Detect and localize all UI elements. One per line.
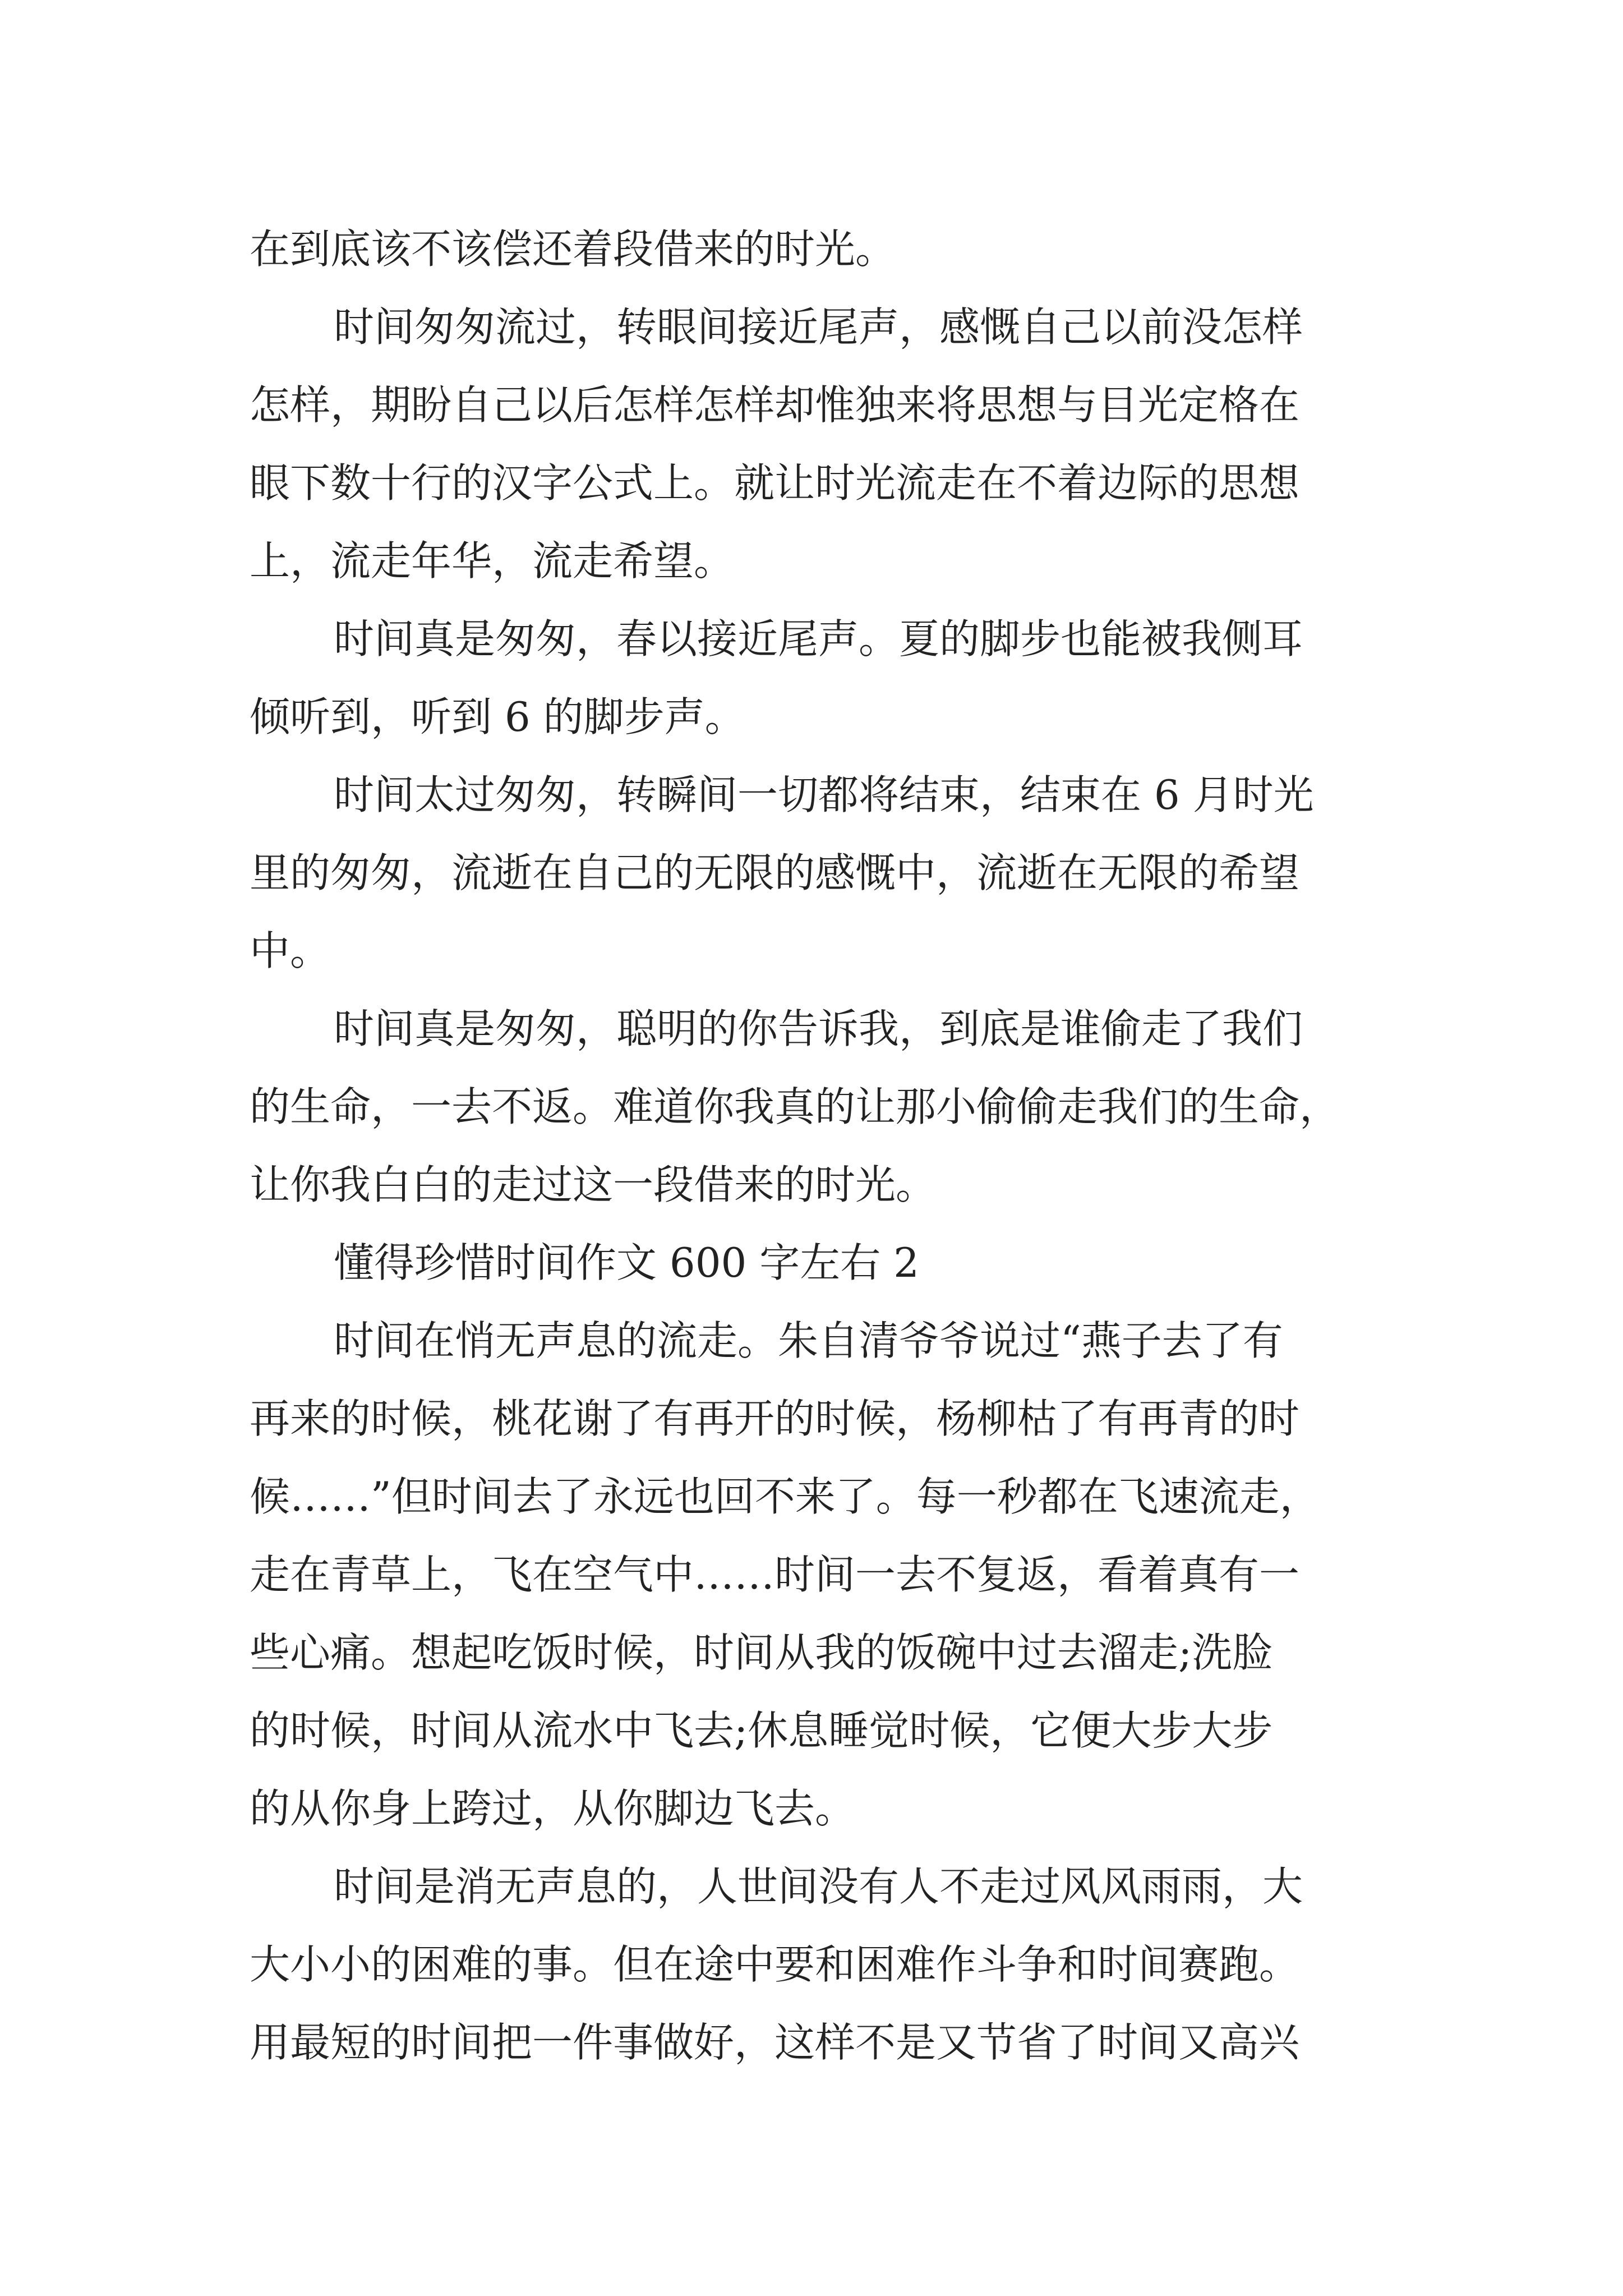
text-line: 上，流走年华，流走希望。	[250, 537, 735, 585]
text-line: 中。	[250, 927, 331, 974]
text-line: 时间匆匆流过，转眼间接近尾声，感慨自己以前没怎样	[334, 303, 1303, 351]
text-line: 里的匆匆，流逝在自己的无限的感慨中，流逝在无限的希望	[250, 849, 1300, 896]
document-body	[250, 210, 1377, 2082]
text-line: 的生命，一去不返。难道你我真的让那小偷偷走我们的生命，	[250, 1083, 1340, 1130]
text-line: 倾听到，听到 6 的脚步声。	[250, 693, 745, 740]
text-line: 的从你身上跨过，从你脚边飞去。	[250, 1785, 856, 1832]
text-line: 再来的时候，桃花谢了有再开的时候，杨柳枯了有再青的时	[250, 1395, 1300, 1442]
text-line: 走在青草上，飞在空气中……时间一去不复返，看着真有一	[250, 1551, 1300, 1598]
text-line: 时间太过匆匆，转瞬间一切都将结束，结束在 6 月时光	[334, 771, 1314, 818]
text-line: 大小小的困难的事。但在途中要和困难作斗争和时间赛跑。	[250, 1941, 1300, 1988]
text-line: 时间在悄无声息的流走。朱自清爷爷说过“燕子去了有	[334, 1317, 1283, 1364]
text-line: 候……”但时间去了永远也回不来了。每一秒都在飞速流走，	[250, 1473, 1320, 1520]
section-heading: 懂得珍惜时间作文 600 字左右 2	[334, 1239, 919, 1286]
text-line: 时间真是匆匆，春以接近尾声。夏的脚步也能被我侧耳	[334, 615, 1303, 662]
text-line: 时间是消无声息的，人世间没有人不走过风风雨雨，大	[334, 1863, 1303, 1910]
text-line: 时间真是匆匆，聪明的你告诉我，到底是谁偷走了我们	[334, 1005, 1303, 1052]
text-line: 眼下数十行的汉字公式上。就让时光流走在不着边际的思想	[250, 459, 1300, 507]
text-line: 让你我白白的走过这一段借来的时光。	[250, 1161, 937, 1208]
text-line: 些心痛。想起吃饭时候，时间从我的饭碗中过去溜走;洗脸	[250, 1629, 1273, 1676]
text-line: 用最短的时间把一件事做好，这样不是又节省了时间又高兴	[250, 2019, 1300, 2066]
text-line: 的时候，时间从流水中飞去;休息睡觉时候，它便大步大步	[250, 1707, 1273, 1754]
text-line: 在到底该不该偿还着段借来的时光。	[250, 226, 896, 273]
text-line: 怎样，期盼自己以后怎样怎样却惟独来将思想与目光定格在	[250, 381, 1300, 429]
